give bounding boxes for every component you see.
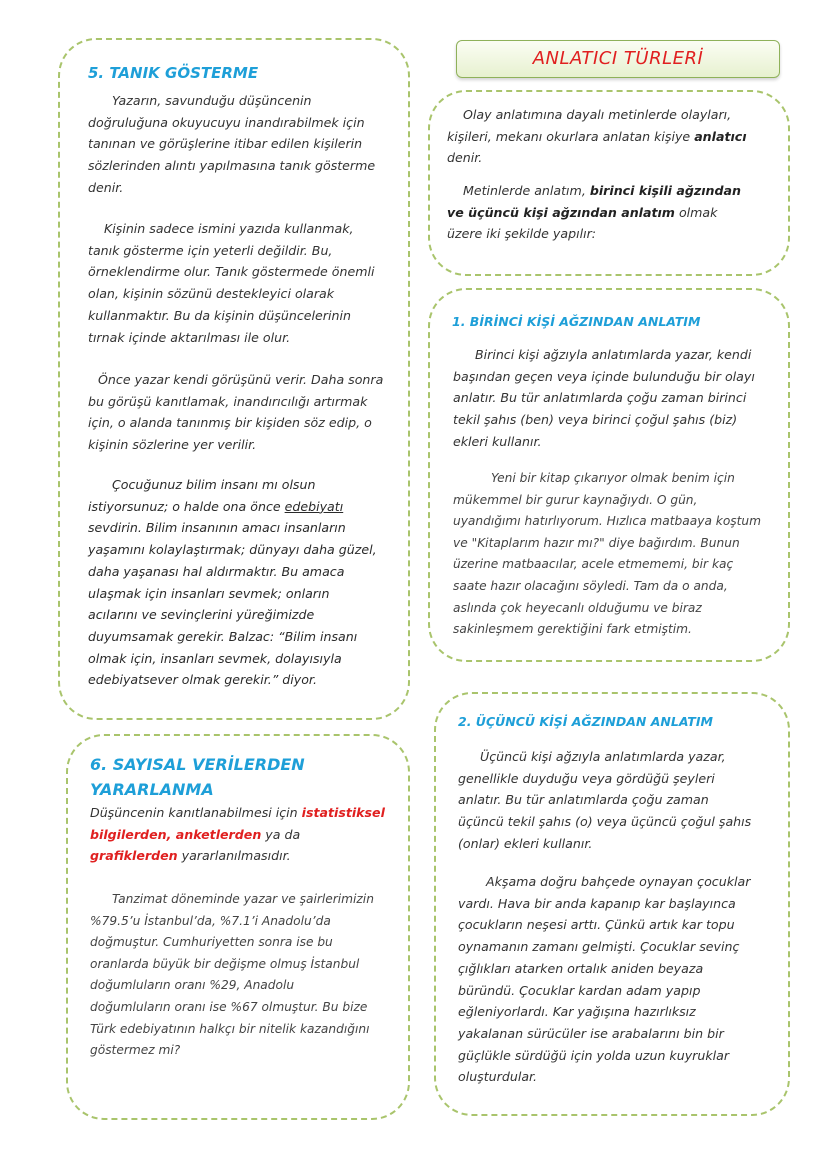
- sayisal-highlight-2: grafiklerden: [90, 848, 178, 864]
- sayisal-highlight-1: istatistiksel bilgilerden, anketlerden: [90, 805, 385, 842]
- sayisal-paragraph-1: [90, 802, 386, 867]
- intro-paragraph-2: [447, 180, 753, 245]
- sayisal-text-b: ya da: [261, 826, 301, 842]
- intro-paragraph-1: [447, 104, 753, 169]
- ucuncu-example: Akşama doğru bahçede oynayan çocuklar vardı. Hava bir anda kapanıp kar başlayınca çocukların neşesi arttı. Çünkü artık kar topu oynamanın zamanı gelmişti. Çocuklar sevinç çığlıkları atarken ortalık aniden beyaza büründü. Çocuklar kardan adam yapıp eğleniyorlardı. Kar yağışına hazırlıksız yakalanan sürücüler ise arabalarını bin bir güçlükle sürdüğü için yolda uzun kuyruklar oluşturdular.: [458, 874, 751, 1085]
- intro-bold-anlatici: anlatıcı: [694, 128, 747, 144]
- ucuncu-heading: 2. ÜÇÜNCÜ KİŞİ AĞZINDAN ANLATIM: [458, 714, 713, 729]
- tanik-paragraph-1: Yazarın, savunduğu düşüncenin doğruluğuna okuyucuyu inandırabilmek için tanınan ve görüşlerine itibar edilen kişilerin sözlerinden alıntı yapılmasına tanık gösterme denir.: [88, 93, 376, 195]
- tanik-heading: 5. TANIK GÖSTERME: [88, 64, 259, 82]
- intro-bold-anlatim: birinci kişili ağzından ve üçüncü kişi ağzından anlatım: [447, 183, 741, 220]
- tanik-example-text-b: sevdirin. Bilim insanının amacı insanların yaşamını kolaylaştırmak; dünyayı daha güzel, daha yaşanası hal aldırmaktır. Bu amaca ulaşmak için insanları sevmek; onların acılarını ve sevinçlerini yüreğimizde duyumsamak gerekir. Balzac: “Bilim insanı olmak için, insanları sevmek, dolayısıyla edebiyatsever olmak gerekir.” diyor.: [88, 520, 377, 688]
- ucuncu-paragraph: Üçüncü kişi ağzıyla anlatımlarda yazar, genellikle duyduğu veya gördüğü şeyleri anlatır. Bu tür anlatımlarda çoğu zaman üçüncü tekil şahıs (o) veya üçüncü çoğul şahıs (onlar) ekleri kullanır.: [458, 749, 752, 851]
- birinci-example: Yeni bir kitap çıkarıyor olmak benim için mükemmel bir gurur kaynağıydı. O gün, uyandığımı hatırlıyorum. Hızlıca matbaaya koştum ve "Kitaplarım hazır mı?" diye bağırdım. Bunun üzerine matbaacılar, acele etmememi, bir kaç saate hazır olacağını söyledi. Tam da o anda, aslında çok heyecanlı olduğumu ve biraz sakinleşmem gerektiğini fark etmiştim.: [453, 471, 762, 637]
- banner-title: ANLATICI TÜRLERİ: [532, 48, 704, 69]
- tanik-example: [88, 474, 380, 691]
- birinci-heading: 1. BİRİNCİ KİŞİ AĞZINDAN ANLATIM: [452, 314, 701, 329]
- anlatici-turleri-banner: [456, 40, 780, 78]
- sayisal-text-c: yararlanılmasıdır.: [177, 848, 291, 864]
- sayisal-heading: 6. SAYISAL VERİLERDEN YARARLANMA: [90, 755, 305, 799]
- sayisal-text-a: Düşüncenin kanıtlanabilmesi için: [90, 805, 302, 820]
- tanik-paragraph-3: Önce yazar kendi görüşünü verir. Daha sonra bu görüşü kanıtlamak, inandırıcılığı artırmak için, o alanda tanınmış bir kişiden söz edip, o kişinin sözlerine yer verilir.: [88, 372, 384, 453]
- birinci-paragraph: Birinci kişi ağzıyla anlatımlarda yazar, kendi başından geçen veya içinde bulunduğu bir olayı anlatır. Bu tür anlatımlarda çoğu zaman birinci tekil şahıs (ben) veya birinci çoğul şahıs (biz) ekleri kullanır.: [453, 347, 755, 449]
- intro-text-d: olmak üzere iki şekilde yapılır:: [447, 204, 718, 242]
- intro-text-b: denir.: [447, 150, 483, 166]
- intro-text-a: Olay anlatımına dayalı metinlerde olayları, kişileri, mekanı okurlara anlatan kişiye: [447, 107, 732, 144]
- tanik-paragraph-2: Kişinin sadece ismini yazıda kullanmak, tanık gösterme için yeterli değildir. Bu, örneklendirme olur. Tanık göstermede önemli olan, kişinin sözünü destekleyici olarak kullanmaktır. Bu da kişinin düşüncelerinin tırnak içinde aktarılması ile olur.: [88, 221, 375, 345]
- tanik-example-underlined: edebiyatı: [284, 498, 344, 514]
- sayisal-example: Tanzimat döneminde yazar ve şairlerimizin %79.5’u İstanbul’da, %7.1’i Anadolu’da doğmuştur. Cumhuriyetten sonra ise bu oranlarda büyük bir değişme olmuş İstanbul doğumluların oranı %29, Anadolu doğumluların oranı ise %67 olmuştur. Bu bize Türk edebiyatının halkçı bir nitelik kazandığını göstermez mi?: [90, 892, 374, 1058]
- tanik-example-text-a: Çocuğunuz bilim insanı mı olsun istiyorsunuz; o halde ona önce: [88, 477, 316, 514]
- intro-text-c: Metinlerde anlatım,: [463, 183, 590, 198]
